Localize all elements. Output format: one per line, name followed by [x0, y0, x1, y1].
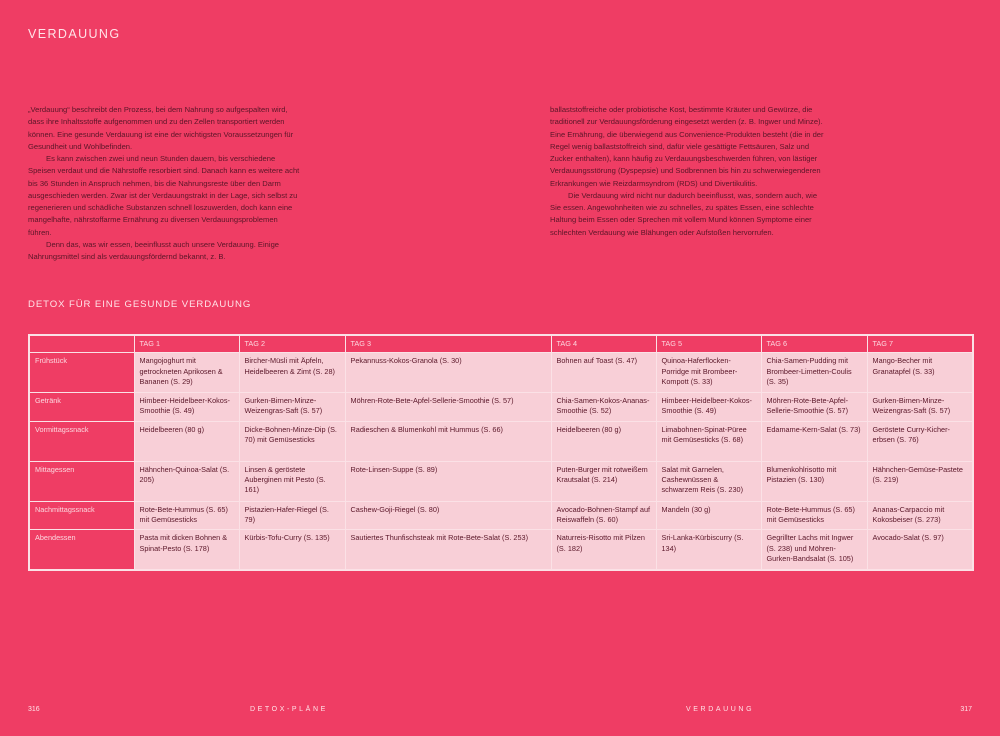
table-cell: Hähnchen-Quinoa-Salat (S. 205) — [134, 461, 239, 501]
day-header: TAG 2 — [239, 335, 345, 353]
page-number-left: 316 — [28, 706, 40, 713]
table-cell: Sri-Lanka-Kürbiscurry (S. 134) — [656, 530, 761, 571]
table-cell: Limabohnen-Spinat-Püree mit Gemüsesticks (S. 68) — [656, 421, 761, 461]
paragraph: Die Verdauung wird nicht nur dadurch beeinflusst, was, sondern auch, wie Sie essen. Angewohnheiten wie zu schnelles, zu spätes Essen, eine schlechte Haltung beim Essen oder Sprechen mit vollem Mund können Symptome einer schlechten Verdauung wie Blähungen oder Aufstoßen hervorrufen. — [550, 190, 818, 237]
meal-label: Abendessen — [29, 530, 134, 571]
table-cell: Cashew-Goji-Riegel (S. 80) — [345, 501, 551, 530]
table-row — [29, 501, 973, 530]
paragraph: „Verdauung“ beschreibt den Prozess, bei dem Nahrung so aufgespalten wird, dass ihre Inhaltsstoffe aufgenommen und zu den Zellen transportiert werden können. Eine gesunde Verdauung ist eine der wichtigsten Voraussetzungen für Gesundheit und Wohlbefinden. — [28, 105, 294, 151]
table-header-row — [29, 335, 973, 353]
table-cell: Avocado-Salat (S. 97) — [867, 530, 973, 571]
table-cell: Bohnen auf Toast (S. 47) — [551, 353, 656, 392]
table-row — [29, 421, 973, 461]
table-cell: Heidelbeeren (80 g) — [551, 421, 656, 461]
page-title: VERDAUUNG — [28, 27, 121, 41]
table-cell: Gurken-Birnen-Minze-Weizengras-Saft (S. 57) — [239, 392, 345, 421]
table-heading: DETOX FÜR EINE GESUNDE VERDAUUNG — [28, 299, 252, 310]
day-header: TAG 1 — [134, 335, 239, 353]
table-cell: Gurken-Birnen-Minze-Weizengras-Saft (S. 57) — [867, 392, 973, 421]
table-cell: Edamame-Kern-Salat (S. 73) — [761, 421, 867, 461]
table-cell: Himbeer-Heidelbeer-Kokos-Smoothie (S. 49) — [656, 392, 761, 421]
table-cell: Kürbis-Tofu-Curry (S. 135) — [239, 530, 345, 571]
corner-cell — [29, 335, 134, 353]
table-cell: Chia-Samen-Kokos-Ananas-Smoothie (S. 52) — [551, 392, 656, 421]
table-cell: Dicke-Bohnen-Minze-Dip (S. 70) mit Gemüsesticks — [239, 421, 345, 461]
table-row — [29, 392, 973, 421]
day-header: TAG 6 — [761, 335, 867, 353]
table-cell: Mangojoghurt mit getrockneten Aprikosen & Bananen (S. 29) — [134, 353, 239, 392]
table-cell: Avocado-Bohnen-Stampf auf Reiswaffeln (S. 60) — [551, 501, 656, 530]
table-cell: Ananas-Carpaccio mit Kokosbeiser (S. 273) — [867, 501, 973, 530]
table-cell: Puten-Burger mit rotweißem Krautsalat (S. 214) — [551, 461, 656, 501]
paragraph: Denn das, was wir essen, beeinflusst auch unsere Verdauung. Einige Nahrungsmittel sind als verdauungsfördernd bekannt, z. B. — [28, 239, 280, 261]
day-header: TAG 3 — [345, 335, 551, 353]
section-label-left: DETOX-PLÄNE — [250, 706, 328, 713]
intro-text-left — [28, 104, 300, 263]
table-cell: Geröstete Curry-Kichererbsen (S. 76) — [867, 421, 973, 461]
table-cell: Pekannuss-Kokos-Granola (S. 30) — [345, 353, 551, 392]
table-cell: Pistazien-Hafer-Riegel (S. 79) — [239, 501, 345, 530]
table-cell: Chia-Samen-Pudding mit Brombeer-Limetten-Coulis (S. 35) — [761, 353, 867, 392]
table-cell: Gegrillter Lachs mit Ingwer (S. 238) und Möhren-Gurken-Bandsalat (S. 105) — [761, 530, 867, 571]
table-cell: Salat mit Garnelen, Cashewnüssen & schwarzem Reis (S. 230) — [656, 461, 761, 501]
table-cell: Quinoa-Haferflocken-Porridge mit Brombeer-Kompott (S. 33) — [656, 353, 761, 392]
detox-plan-table — [28, 334, 974, 571]
table-cell: Möhren-Rote-Bete-Apfel-Sellerie-Smoothie (S. 57) — [761, 392, 867, 421]
table-cell: Pasta mit dicken Bohnen & Spinat-Pesto (S. 178) — [134, 530, 239, 571]
day-header: TAG 7 — [867, 335, 973, 353]
table-cell: Hähnchen-Gemüse-Pastete (S. 219) — [867, 461, 973, 501]
table-cell: Rote-Linsen-Suppe (S. 89) — [345, 461, 551, 501]
day-header: TAG 4 — [551, 335, 656, 353]
table-cell: Möhren-Rote-Bete-Apfel-Sellerie-Smoothie (S. 57) — [345, 392, 551, 421]
table-cell: Heidelbeeren (80 g) — [134, 421, 239, 461]
day-header: TAG 5 — [656, 335, 761, 353]
table-cell: Mandeln (30 g) — [656, 501, 761, 530]
meal-label: Mittagessen — [29, 461, 134, 501]
table-cell: Mango-Becher mit Granatapfel (S. 33) — [867, 353, 973, 392]
table-cell: Radieschen & Blumenkohl mit Hummus (S. 66) — [345, 421, 551, 461]
meal-label: Frühstück — [29, 353, 134, 392]
table-cell: Naturreis-Risotto mit Pilzen (S. 182) — [551, 530, 656, 571]
table-cell: Himbeer-Heidelbeer-Kokos-Smoothie (S. 49) — [134, 392, 239, 421]
table-cell: Rote-Bete-Hummus (S. 65) mit Gemüsesticks — [134, 501, 239, 530]
table-row — [29, 530, 973, 571]
table-cell: Bircher-Müsli mit Äpfeln, Heidelbeeren & Zimt (S. 28) — [239, 353, 345, 392]
table-row — [29, 353, 973, 392]
page-number-right: 317 — [960, 706, 972, 713]
table-cell: Sautiertes Thunfischsteak mit Rote-Bete-Salat (S. 253) — [345, 530, 551, 571]
meal-label: Getränk — [29, 392, 134, 421]
meal-label: Vormittagssnack — [29, 421, 134, 461]
section-label-right: VERDAUUNG — [686, 706, 755, 713]
intro-text-right — [550, 104, 828, 239]
table-row — [29, 461, 973, 501]
table-cell: Blumenkohlrisotto mit Pistazien (S. 130) — [761, 461, 867, 501]
paragraph: Es kann zwischen zwei und neun Stunden dauern, bis verschiedene Speisen verdaut und die Nährstoffe resorbiert sind. Danach kann es weitere acht bis 36 Stunden in Anspruch nehmen, bis die Nahrungsreste über den Darm ausgeschieden werden. Zwar ist der Verdauungstrakt in der Lage, sich selbst zu regenerieren und schädliche Substanzen schnell loszuwerden, doch kann eine mangelhafte, nährstoffarme Ernährung zu diversen Verdauungsproblemen führen. — [28, 154, 300, 237]
table-cell: Rote-Bete-Hummus (S. 65) mit Gemüsesticks — [761, 501, 867, 530]
paragraph: ballaststoffreiche oder probiotische Kost, bestimmte Kräuter und Gewürze, die traditionell zur Verdauungsförderung eingesetzt werden (z. B. Ingwer und Minze). Eine Ernährung, die überwiegend aus Convenience-Produkten besteht (die in der Regel wenig ballaststoffreich sind, dafür viele gesättigte Fettsäuren, Salz und Zucker enthalten), kann häufig zu Verdauungsbeschwerden führen, von lästiger Verdauungsstörung (Dyspepsie) und Sodbrennen bis hin zu schwerwiegenderen Erkrankungen wie Reizdarmsyndrom (RDS) und Divertikulitis. — [550, 105, 824, 188]
table-cell: Linsen & geröstete Auberginen mit Pesto (S. 161) — [239, 461, 345, 501]
meal-label: Nachmittagssnack — [29, 501, 134, 530]
